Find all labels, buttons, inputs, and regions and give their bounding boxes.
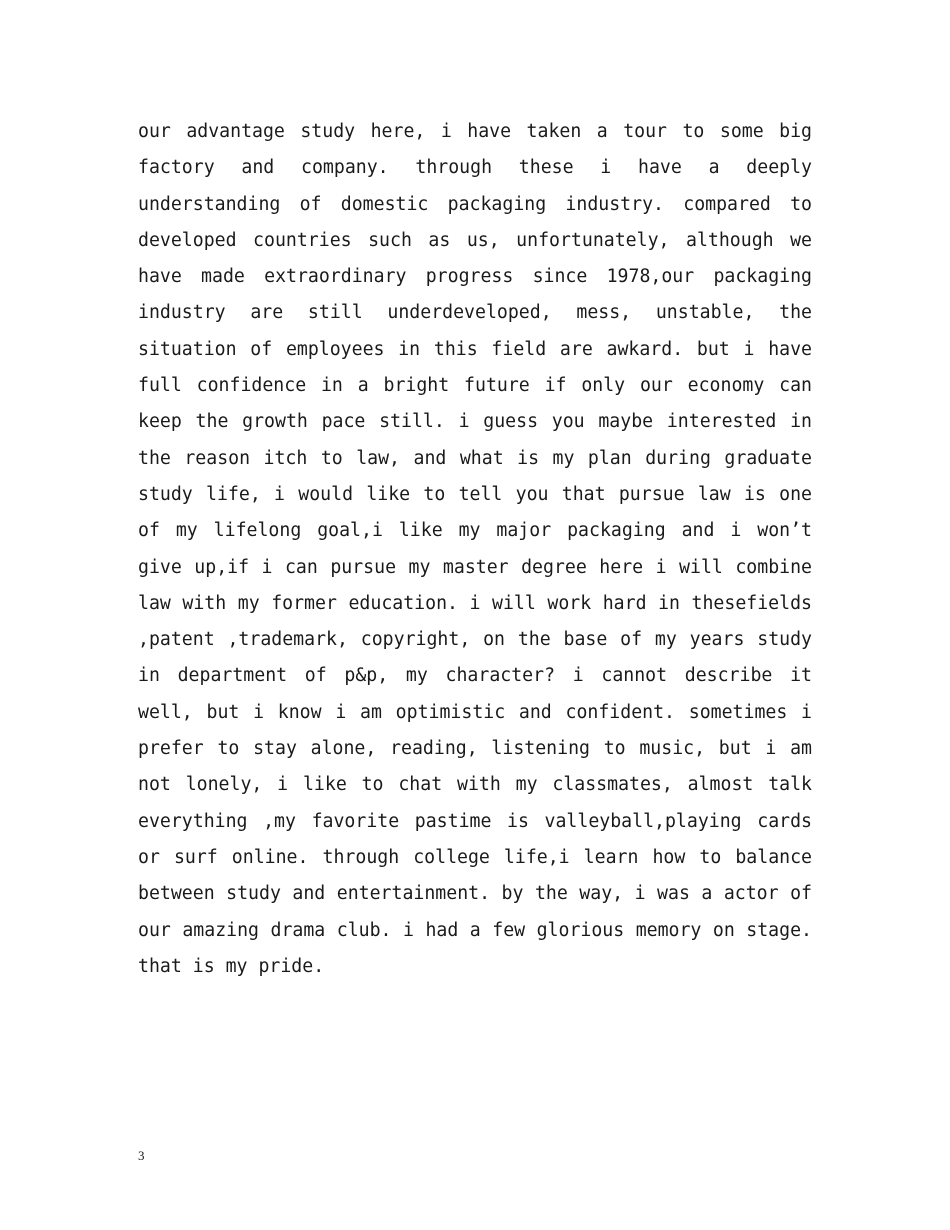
page-number: 3 <box>138 1148 145 1163</box>
body-paragraph: our advantage study here, i have taken a tour to some big factory and company. through these i have a deeply understanding of domestic packaging industry. compared to developed countries such as us, unfortunately, although we have made extraordinary progress since 1978,our packaging industry are still underdeveloped, mess, unstable, the situation of employees in this field are awkard. but i have full confidence in a bright future if only our economy can keep the growth pace still. i guess you maybe interested in the reason itch to law, and what is my plan during graduate study life, i would like to tell you that pursue law is one of my lifelong goal,i like my major packaging and i won’t give up,if i can pursue my master degree here i will combine law with my former education. i will work hard in thesefields ,patent ,trademark, copyright, on the base of my years study in department of p&p, my character? i cannot describe it well, but i know i am optimistic and confident. sometimes i prefer to stay alone, reading, listening to music, but i am not lonely, i like to chat with my classmates, almost talk everything ,my favorite pastime is valleyball,playing cards or surf online. through college life,i learn how to balance between study and entertainment. by the way, i was a actor of our amazing drama club. i had a few glorious memory on stage. that is my pride. <box>138 121 812 977</box>
